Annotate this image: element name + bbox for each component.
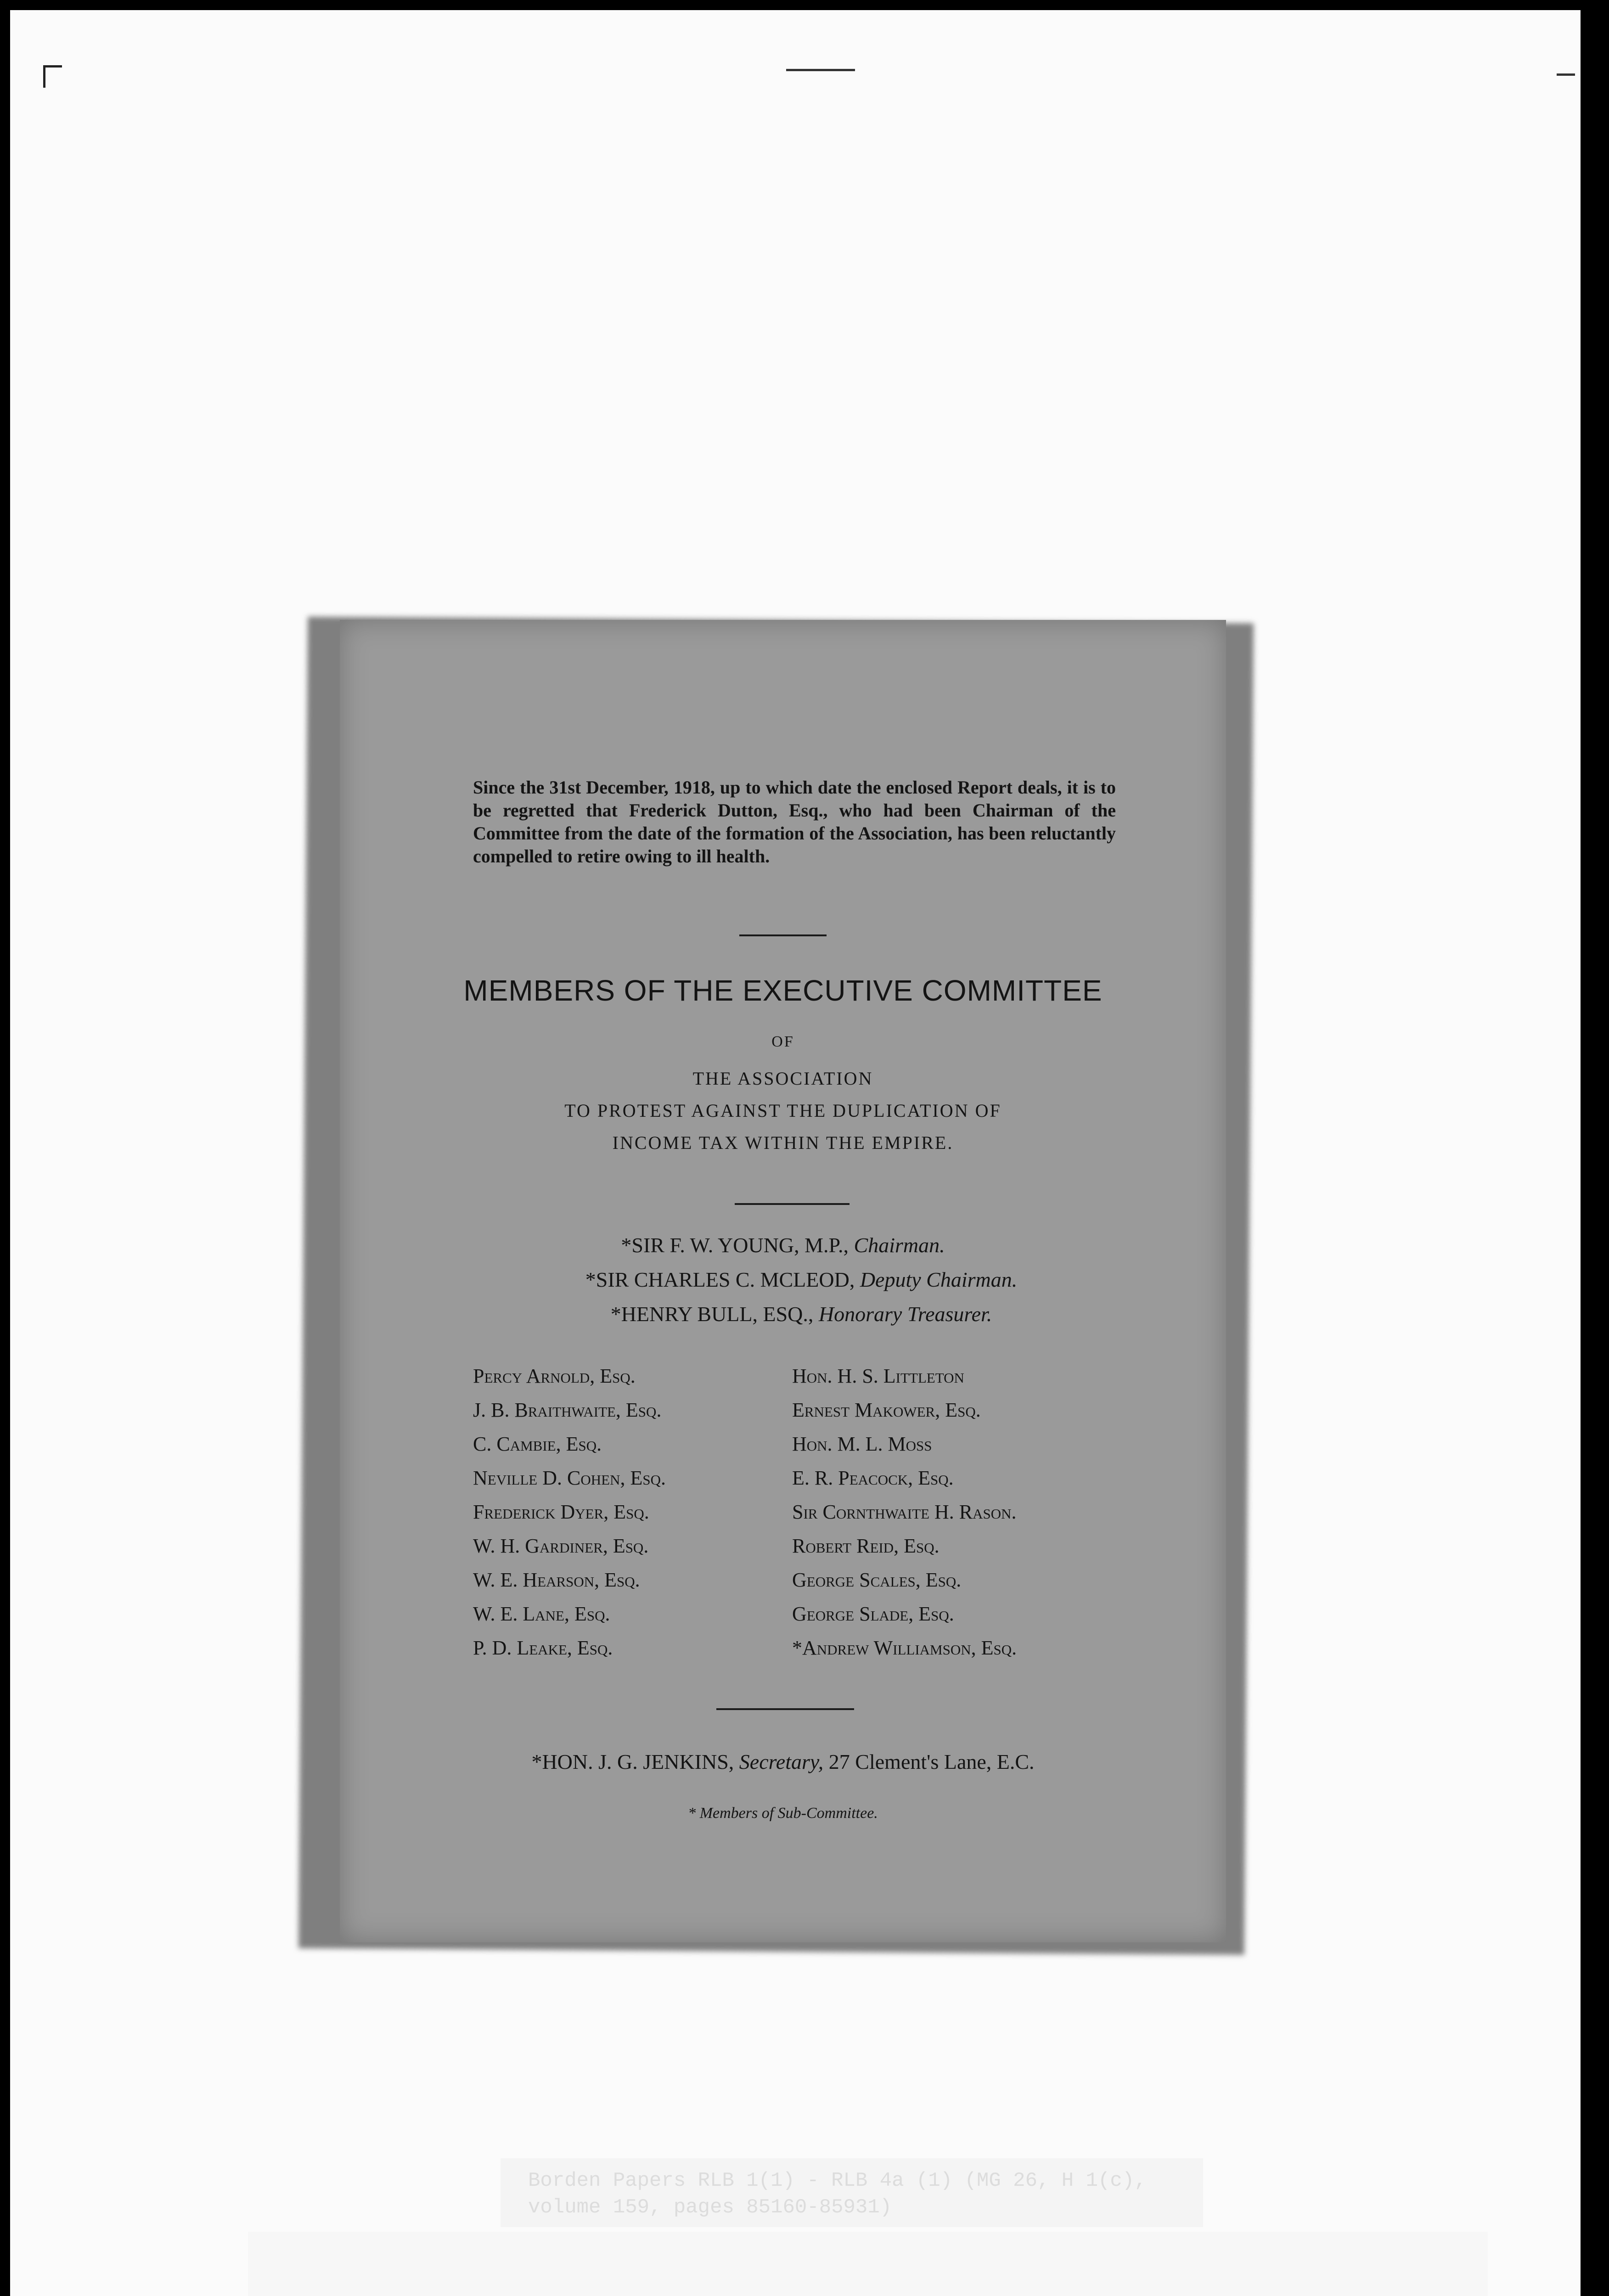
member-name: W. E. Lane, Esq. [473,1603,610,1625]
officer-name: *SIR F. W. YOUNG, M.P., [621,1233,849,1257]
member-name: Percy Arnold, Esq. [473,1365,636,1387]
member-name: C. Cambie, Esq. [473,1433,602,1455]
officer-role: Chairman. [854,1233,945,1257]
officer-deputy-chairman [358,1267,1244,1292]
divider-rule [716,1708,854,1710]
officer-chairman [340,1233,1226,1257]
committee-heading: MEMBERS OF THE EXECUTIVE COMMITTEE [463,974,1103,1007]
member-name: Robert Reid, Esq. [792,1535,940,1557]
members-left-column [473,1359,666,1665]
member-name: Hon. H. S. Littleton [792,1365,964,1387]
registration-tick-top [786,69,855,71]
subheading-association: THE ASSOCIATION [692,1068,873,1089]
member-name: Frederick Dyer, Esq. [473,1501,649,1523]
member-name: P. D. Leake, Esq. [473,1637,613,1659]
divider-rule [735,1203,850,1205]
document-page [340,620,1226,1942]
secretary-address: 27 Clement's Lane, E.C. [828,1750,1035,1773]
officer-treasurer [358,1302,1244,1326]
member-name: George Slade, Esq. [792,1603,954,1625]
member-name: Neville D. Cohen, Esq. [473,1467,666,1489]
subheading-income-tax: INCOME TAX WITHIN THE EMPIRE. [612,1132,954,1153]
footnote: * Members of Sub-Committee. [688,1805,878,1822]
secretary-role: Secretary, [739,1750,824,1773]
officer-name: *SIR CHARLES C. MCLEOD, [585,1268,855,1291]
member-name: *Andrew Williamson, Esq. [792,1637,1017,1659]
member-name: J. B. Braithwaite, Esq. [473,1399,662,1421]
officer-name: *HENRY BULL, ESQ., [610,1302,814,1326]
officer-role: Deputy Chairman. [860,1268,1018,1291]
registration-tick-right [1557,73,1575,76]
secretary-line [340,1750,1226,1774]
member-name: Sir Cornthwaite H. Rason. [792,1501,1017,1523]
members-right-column [792,1359,1017,1665]
member-name: W. E. Hearson, Esq. [473,1569,640,1591]
archives-stamp [248,2232,1488,2296]
catalog-label: Borden Papers RLB 1(1) - RLB 4a (1) (MG 26, H 1(c), volume 159, pages 85160-85931) [528,2169,1147,2219]
intro-paragraph: Since the 31st December, 1918, up to which date the enclosed Report deals, it is to be regretted that Frederick Dutton, Esq., who had been Chairman of the Committee from the date of the formation of the Association, has been reluctantly compelled to retire owing to ill health. [473,777,1116,867]
member-name: W. H. Gardiner, Esq. [473,1535,649,1557]
secretary-name: *HON. J. G. JENKINS, [531,1750,734,1773]
member-name: E. R. Peacock, Esq. [792,1467,954,1489]
member-name: Hon. M. L. Moss [792,1433,932,1455]
subheading-of: OF [771,1033,794,1050]
crop-corner-mark [43,65,62,88]
subheading-protest: TO PROTEST AGAINST THE DUPLICATION OF [564,1100,1001,1121]
member-name: George Scales, Esq. [792,1569,962,1591]
officer-role: Honorary Treasurer. [818,1302,992,1326]
divider-rule [739,934,827,936]
member-name: Ernest Makower, Esq. [792,1399,981,1421]
